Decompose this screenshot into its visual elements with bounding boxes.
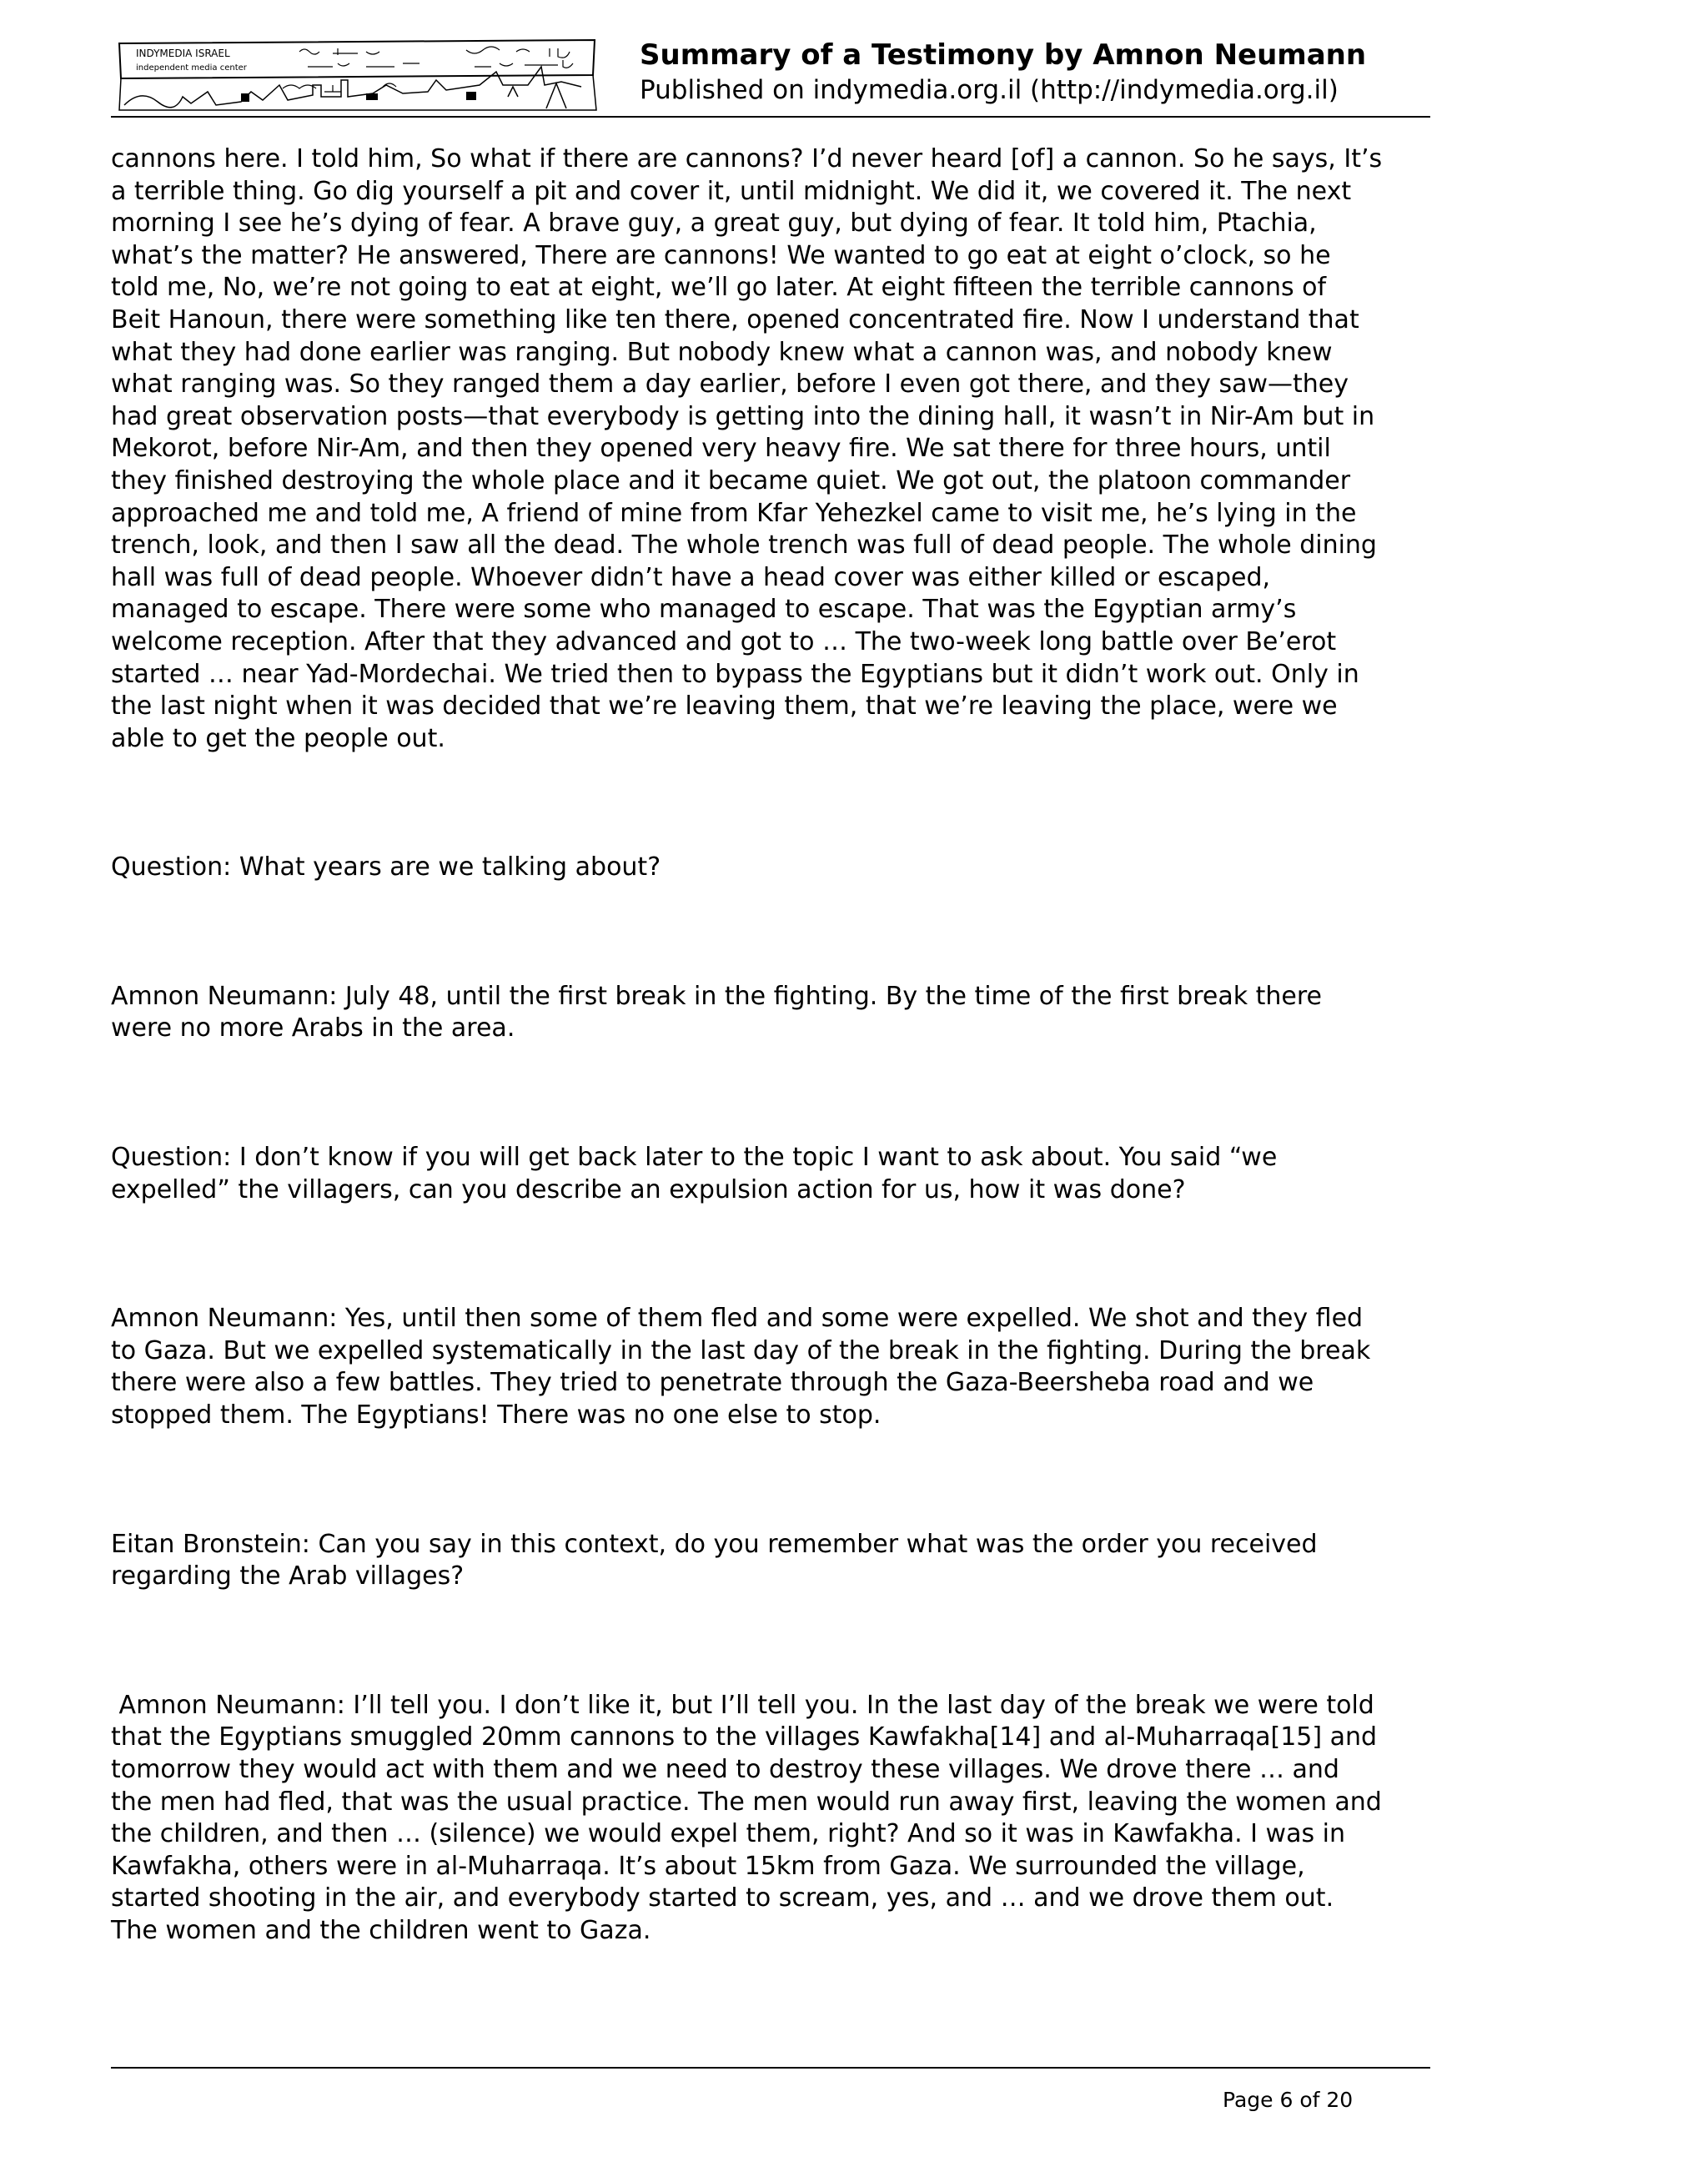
header-divider [111, 116, 1430, 118]
paragraph-spacer [111, 1432, 1445, 1529]
published-source: Published on indymedia.org.il (http://indymedia.org.il) [640, 75, 1339, 105]
indymedia-logo [116, 38, 600, 113]
paragraph-narrative: cannons here. I told him, So what if there are cannons? I’d never heard [of] a cannon. So he says, It’s a terrible thing. Go dig yourself a pit and cover it, until midnight. We did it, we covered it. The next morning I see he’s dying of fear. A brave guy, a great guy, but dying of fear. It told him, Ptachia, what’s the matter? He answered, There are cannons! We wanted to go eat at eight o’clock, so he told me, No, we’re not going to eat at eight, we’ll go later. At eight fifteen the terrible cannons of Beit Hanoun, there were something like ten there, opened concentrated fire. Now I understand that what they had done earlier was ranging. But nobody knew what a cannon was, and nobody knew what ranging was. So they ranged them a day earlier, before I even got there, and they saw—they had great observation posts—that everybody is getting into the dining hall, it wasn’t in Nir-Am but in Mekorot, before Nir-Am, and then they opened very heavy fire. We sat there for three hours, until they finished destroying the whole place and it became quiet. We got out, the platoon commander approached me and told me, A friend of mine from Kfar Yehezkel came to visit me, he’s lying in the trench, look, and then I saw all the dead. The whole trench was full of dead people. The whole dining hall was full of dead people. Whoever didn’t have a head cover was either killed or escaped, managed to escape. There were some who managed to escape. That was the Egyptian army’s welcome reception. After that they advanced and got to … The two-week long battle over Be’erot started … near Yad-Mordechai. We tried then to bypass the Egyptians but it didn’t work out. Only in the last night when it was decided that we’re leaving them, that we’re leaving the place, were we able to get the people out. [111, 144, 1383, 753]
page-header [111, 33, 1430, 117]
paragraph-answer-july-48: Amnon Neumann: July 48, until the first break in the fighting. By the time of the first break there were no more Arabs in the area. [111, 981, 1322, 1043]
logo-text-indymedia: INDYMEDIA ISRAEL [136, 48, 230, 59]
paragraph-spacer [111, 884, 1445, 981]
paragraph-spacer [111, 1593, 1445, 1690]
paragraph-answer-expelled: Amnon Neumann: Yes, until then some of them fled and some were expelled. We shot and they fled to Gaza. But we expelled systematically in the last day of the break in the fighting. During the break there were also a few battles. They tried to penetrate through the Gaza-Beersheba road and we stopped them. The Egyptians! There was no one else to stop. [111, 1304, 1371, 1430]
footer-divider [111, 2067, 1430, 2069]
paragraph-spacer [111, 1045, 1445, 1142]
paragraph-spacer [111, 1206, 1445, 1303]
logo-text-imc: independent media center [136, 63, 247, 73]
paragraph-question-order: Eitan Bronstein: Can you say in this context, do you remember what was the order you received regarding the Arab villages? [111, 1529, 1318, 1591]
paragraph-spacer [111, 755, 1445, 852]
paragraph-question-expulsion: Question: I don’t know if you will get back later to the topic I want to ask about. You said “we expelled” the villagers, can you describe an expulsion action for us, how it was done? [111, 1143, 1278, 1204]
paragraph-answer-kawfakha: Amnon Neumann: I’ll tell you. I don’t like it, but I’ll tell you. In the last day of the break we were told that the Egyptians smuggled 20mm cannons to the villages Kawfakha[14] and al-Muharraqa[15] and tomorrow they would act with them and we need to destroy these villages. We drove there … and the men had fled, that was the usual practice. The men would run away first, leaving the women and the children, and then … (silence) we would expel them, right? And so it was in Kawfakha. I was in Kawfakha, others were in al-Muharraqa. It’s about 15km from Gaza. We surrounded the village, started shooting in the air, and everybody started to scream, yes, and … and we drove them out. The women and the children went to Gaza. [111, 1690, 1382, 1945]
document-title: Summary of a Testimony by Amnon Neumann [640, 38, 1367, 72]
page-number: Page 6 of 20 [1223, 2088, 1354, 2112]
document-body [111, 143, 1445, 1948]
paragraph-question-years: Question: What years are we talking about? [111, 852, 661, 882]
